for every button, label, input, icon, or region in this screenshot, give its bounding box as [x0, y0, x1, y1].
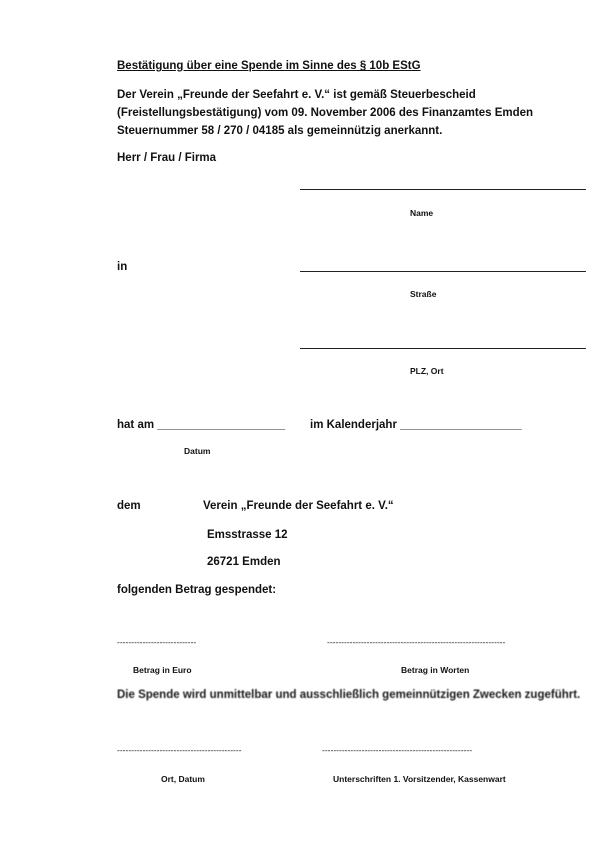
intro-line-3: Steuernummer 58 / 270 / 04185 als gemeinnützig anerkannt.	[117, 125, 443, 137]
recipient-city: 26721 Emden	[207, 556, 281, 568]
intro-line-2: (Freistellungsbestätigung) vom 09. November 2006 des Finanzamtes Emden	[117, 107, 534, 119]
name-line	[300, 189, 586, 190]
receipt-heading: Bestätigung über eine Spende im Sinne des § 10b EStG	[117, 60, 421, 72]
amount-euro-dashes: ----------------------------	[117, 637, 197, 647]
year-field: im Kalenderjahr ___________________	[310, 419, 522, 431]
city-line	[300, 348, 586, 349]
dem-label: dem	[117, 500, 141, 512]
street-label: Straße	[410, 289, 437, 299]
signature-dashes: -----------------------------------------------------	[322, 745, 473, 755]
amount-words-label: Betrag in Worten	[401, 665, 470, 675]
intro-line-1: Der Verein „Freunde der Seefahrt e. V.“ ist gemäß Steuerbescheid	[117, 89, 476, 101]
street-line	[300, 271, 586, 272]
recipient-street: Emsstrasse 12	[207, 529, 288, 541]
purpose-statement: Die Spende wird unmittelbar und ausschließlich gemeinnützigen Zwecken zugeführt.	[117, 689, 581, 701]
signature-label: Unterschriften 1. Vorsitzender, Kassenwart	[333, 774, 506, 784]
date-label: Datum	[184, 446, 211, 456]
salutation-label: Herr / Frau / Firma	[117, 152, 217, 164]
date-field: hat am ____________________	[117, 419, 286, 431]
recipient-name: Verein „Freunde der Seefahrt e. V.“	[203, 500, 394, 512]
name-label: Name	[410, 208, 434, 218]
place-date-label: Ort, Datum	[161, 774, 205, 784]
in-label: in	[117, 261, 128, 273]
amount-euro-label: Betrag in Euro	[133, 665, 192, 675]
city-label: PLZ, Ort	[410, 366, 444, 376]
amount-words-dashes: ---------------------------------------------------------------	[327, 637, 506, 647]
place-date-dashes: --------------------------------------------	[117, 745, 242, 755]
amount-intro: folgenden Betrag gespendet:	[117, 584, 277, 596]
